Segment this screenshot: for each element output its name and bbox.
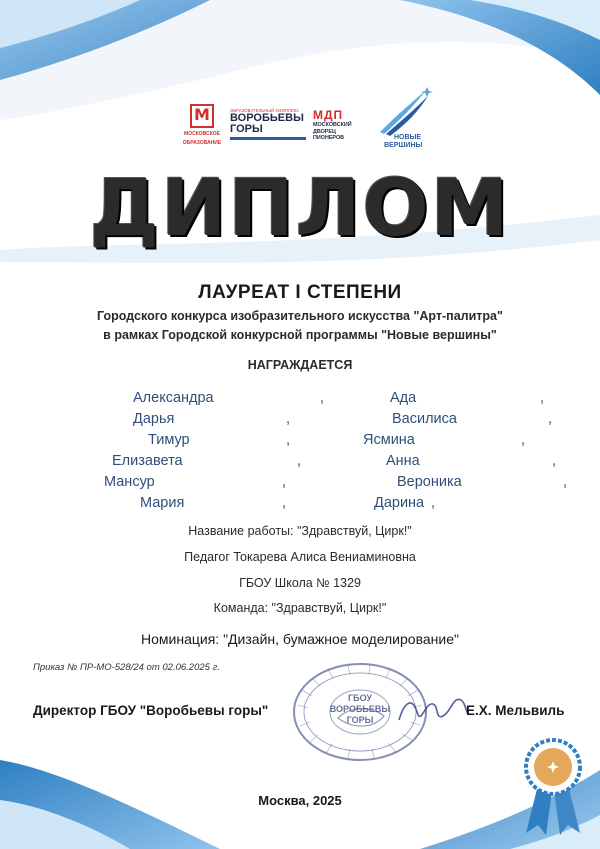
name-separator: , bbox=[552, 453, 557, 469]
summit-swoosh-icon bbox=[376, 86, 436, 136]
director-name: Е.Х. Мельвиль bbox=[466, 703, 565, 718]
nomination: Номинация: "Дизайн, бумажное моделирование" bbox=[141, 631, 459, 647]
participant-name: Вероника bbox=[397, 474, 462, 490]
laureate-heading: ЛАУРЕАТ I СТЕПЕНИ bbox=[198, 282, 402, 303]
moscow-education-mark-icon bbox=[190, 104, 214, 128]
palace-mark: МДП bbox=[313, 108, 344, 122]
seal-line3: ГОРЫ bbox=[346, 715, 374, 725]
name-separator: , bbox=[540, 390, 545, 406]
contest-line-2: в рамках Городской конкурсной программы "Новые вершины" bbox=[103, 328, 497, 342]
participants-list bbox=[0, 388, 600, 516]
director-title: Директор ГБОУ "Воробьевы горы" bbox=[33, 703, 269, 718]
participant-name: Мария bbox=[140, 495, 185, 511]
vorobyovy-gory-logo bbox=[230, 108, 306, 140]
palace-line1: МОСКОВСКИЙ bbox=[313, 122, 352, 128]
participant-name: Анна bbox=[386, 453, 420, 469]
participant-name: Тимур bbox=[148, 432, 190, 448]
teacher: Педагог Токарева Алиса Вениаминовна bbox=[184, 550, 416, 564]
participant-name: Василиса bbox=[392, 411, 457, 427]
name-separator: , bbox=[297, 453, 302, 469]
participant-name: Мансур bbox=[104, 474, 155, 490]
novye-vershiny-line2: ВЕРШИНЫ bbox=[384, 142, 423, 149]
vorobyovy-gory-bar bbox=[230, 137, 306, 140]
order-reference: Приказ № ПР-МО-528/24 от 02.06.2025 г. bbox=[33, 662, 220, 673]
vorobyovy-gory-line1: ВОРОБЬЕВЫ bbox=[230, 112, 304, 124]
name-separator: , bbox=[282, 474, 287, 490]
seal-line2: ВОРОБЬЕВЫ bbox=[329, 704, 391, 714]
medal-icon bbox=[518, 735, 588, 835]
school: ГБОУ Школа № 1329 bbox=[239, 576, 361, 590]
work-title: Название работы: "Здравствуй, Цирк!" bbox=[188, 524, 412, 538]
seal-line1: ГБОУ bbox=[348, 693, 372, 703]
participant-name: Александра bbox=[133, 390, 214, 406]
participant-name: Ясмина bbox=[363, 432, 415, 448]
vorobyovy-gory-line2: ГОРЫ bbox=[230, 123, 263, 135]
participant-name: Дарина bbox=[374, 495, 425, 511]
name-separator: , bbox=[286, 432, 291, 448]
participant-name: Елизавета bbox=[112, 453, 183, 469]
name-separator: , bbox=[282, 495, 287, 511]
awarded-label: НАГРАЖДАЕТСЯ bbox=[247, 358, 353, 372]
palace-line2: ДВОРЕЦ bbox=[313, 128, 336, 135]
palace-logo bbox=[313, 108, 369, 142]
name-separator: , bbox=[521, 432, 526, 448]
moscow-education-line1: МОСКОВСКОЕ bbox=[184, 131, 220, 137]
name-separator: , bbox=[286, 411, 291, 427]
moscow-education-logo bbox=[180, 104, 224, 146]
contest-line-1: Городского конкурса изобразительного искусства "Арт-палитра" bbox=[97, 309, 503, 323]
name-separator: , bbox=[548, 411, 553, 427]
signature-scribble-icon bbox=[395, 690, 475, 730]
logos-row bbox=[180, 104, 440, 170]
name-separator: , bbox=[320, 390, 325, 406]
team: Команда: "Здравствуй, Цирк!" bbox=[213, 601, 387, 615]
participant-name: Дарья bbox=[133, 411, 175, 427]
name-separator: , bbox=[563, 474, 568, 490]
diploma-title: ДИПЛОМ bbox=[89, 164, 511, 254]
novye-vershiny-logo bbox=[376, 86, 436, 170]
palace-line3: ПИОНЕРОВ bbox=[313, 135, 345, 141]
vorobyovy-gory-small: ОБРАЗОВАТЕЛЬНЫЙ КОМПЛЕКС bbox=[230, 108, 300, 113]
participant-name: Ада bbox=[390, 390, 417, 406]
moscow-education-line2: ОБРАЗОВАНИЕ bbox=[182, 140, 222, 146]
novye-vershiny-text bbox=[376, 134, 436, 150]
city-year: Москва, 2025 bbox=[258, 793, 342, 808]
novye-vershiny-line1: НОВЫЕ bbox=[394, 134, 422, 141]
name-separator: , bbox=[431, 495, 436, 511]
